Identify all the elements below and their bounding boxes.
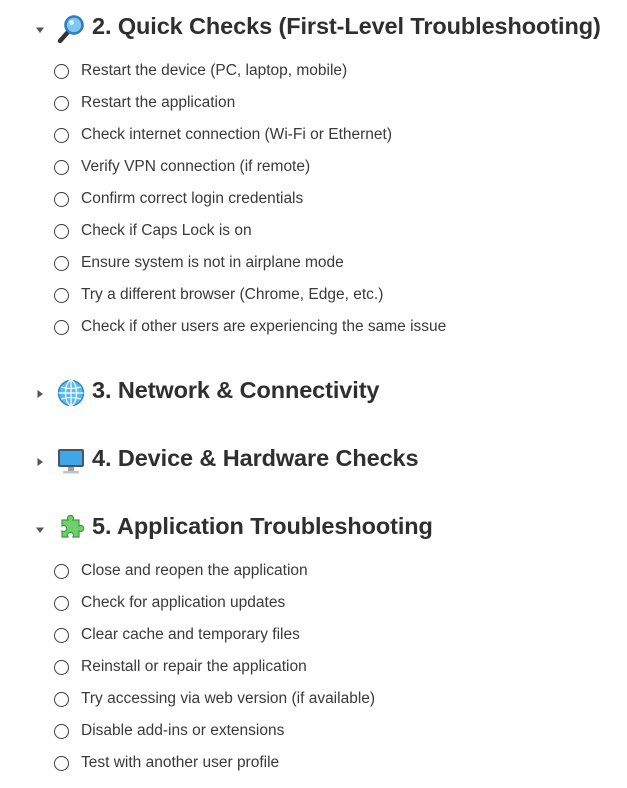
checklist-item-label: Close and reopen the application [81, 562, 308, 579]
checkbox-circle[interactable] [54, 660, 69, 675]
checkbox-circle[interactable] [54, 628, 69, 643]
checklist-item [0, 252, 627, 280]
checklist-item-label: Disable add-ins or extensions [81, 722, 285, 739]
checklist-item-label: Clear cache and temporary files [81, 626, 300, 643]
puzzle-piece-icon [56, 514, 86, 544]
checkbox-circle[interactable] [54, 320, 69, 335]
section-title: 3. Network & Connectivity [92, 377, 380, 403]
expand-toggle-icon[interactable] [34, 456, 46, 468]
checkbox-circle[interactable] [54, 564, 69, 579]
collapse-toggle-icon[interactable] [34, 524, 46, 536]
checklist-item [0, 592, 627, 620]
section-heading [0, 444, 627, 484]
checklist-item [0, 752, 627, 780]
checkbox-circle[interactable] [54, 596, 69, 611]
checklist-item [0, 316, 627, 344]
desktop-computer-icon [56, 446, 86, 476]
section-heading [0, 376, 627, 416]
expand-toggle-icon[interactable] [34, 388, 46, 400]
checklist-item-label: Check if Caps Lock is on [81, 222, 252, 239]
checklist-item-label: Check internet connection (Wi-Fi or Ethernet) [81, 126, 392, 143]
magnifying-glass-icon [56, 14, 86, 44]
checklist-item-label: Try accessing via web version (if available) [81, 690, 376, 707]
checklist-item [0, 560, 627, 588]
section-title: 5. Application Troubleshooting [92, 513, 433, 539]
checkbox-circle[interactable] [54, 256, 69, 271]
checklist-item [0, 188, 627, 216]
checklist-item [0, 284, 627, 312]
checkbox-circle[interactable] [54, 756, 69, 771]
checklist-item-label: Test with another user profile [81, 754, 280, 771]
checklist-item [0, 92, 627, 120]
checklist-item-label: Restart the device (PC, laptop, mobile) [81, 62, 348, 79]
collapse-toggle-icon[interactable] [34, 24, 46, 36]
checklist-item [0, 688, 627, 716]
checklist-item-label: Try a different browser (Chrome, Edge, etc.) [81, 286, 384, 303]
section-heading [0, 512, 627, 552]
checklist-item-label: Check for application updates [81, 594, 286, 611]
checkbox-circle[interactable] [54, 724, 69, 739]
section-heading [0, 12, 627, 52]
checklist-item-label: Ensure system is not in airplane mode [81, 254, 344, 271]
checklist-item [0, 656, 627, 684]
checkbox-circle[interactable] [54, 64, 69, 79]
checkbox-circle[interactable] [54, 192, 69, 207]
section-title: 4. Device & Hardware Checks [92, 445, 419, 471]
checklist-item-label: Verify VPN connection (if remote) [81, 158, 311, 175]
checkbox-circle[interactable] [54, 128, 69, 143]
checklist-item-label: Reinstall or repair the application [81, 658, 307, 675]
checkbox-circle[interactable] [54, 288, 69, 303]
checklist-item-label: Confirm correct login credentials [81, 190, 304, 207]
section-title: 2. Quick Checks (First-Level Troubleshooting) [92, 13, 601, 39]
checklist-item [0, 624, 627, 652]
checklist-item [0, 720, 627, 748]
checklist-item [0, 220, 627, 248]
checkbox-circle[interactable] [54, 692, 69, 707]
checklist-item [0, 124, 627, 152]
checkbox-circle[interactable] [54, 160, 69, 175]
globe-icon [56, 378, 86, 408]
checklist-item-label: Restart the application [81, 94, 236, 111]
checklist-item [0, 60, 627, 88]
checklist-item [0, 156, 627, 184]
checkbox-circle[interactable] [54, 224, 69, 239]
checkbox-circle[interactable] [54, 96, 69, 111]
checklist-item-label: Check if other users are experiencing the same issue [81, 318, 447, 335]
